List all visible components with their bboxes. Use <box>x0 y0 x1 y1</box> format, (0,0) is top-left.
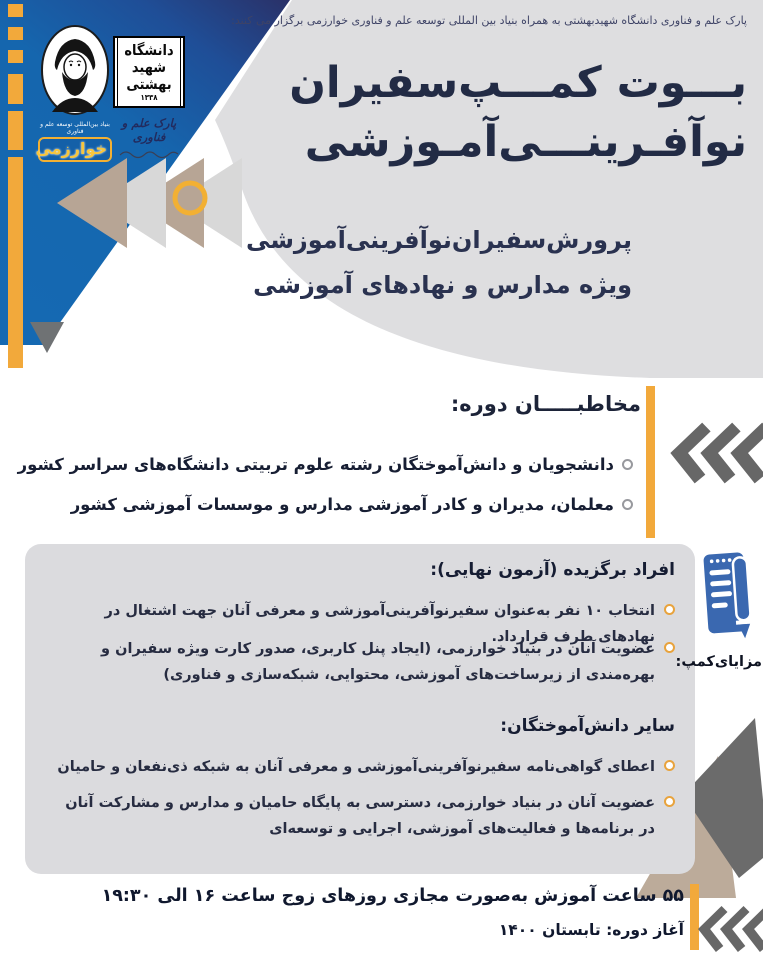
bullet-circle-icon <box>664 796 675 807</box>
footer-schedule-line: ۵۵ ساعت آموزش به‌صورت مجازی روزهای زوج ساعت ۱۶ الی ۱۹:۳۰ <box>101 886 684 906</box>
notes-and-pen-icon <box>702 544 762 656</box>
bullet-circle-icon <box>664 760 675 771</box>
benefit-item-text: اعطای گواهی‌نامه سفیرنوآفرینی‌آموزشی و معرفی آنان به شبکه ذی‌نفعان و حامیان <box>57 759 655 775</box>
top-tagline: پارک علم و فناوری دانشگاه شهیدبهشتی به همراه بنیاد بین المللی توسعه علم و فناوری خوارزمی برگزار می کنند: <box>231 14 747 27</box>
audience-item-text: دانشجویان و دانش‌آموختگان رشته علوم تربیتی دانشگاه‌های سراسر کشور <box>17 455 614 474</box>
bullet-circle-icon <box>622 459 633 470</box>
calligraphy-squiggle <box>118 147 180 159</box>
audience-heading: مخاطبـــــان دوره: <box>450 392 641 416</box>
kharazmi-portrait-icon <box>40 24 110 116</box>
audience-chevrons-left-icon <box>670 422 763 492</box>
others-heading: سایر دانش‌آموختگان: <box>500 716 675 736</box>
list-item <box>18 452 633 478</box>
footer-start-line: آغاز دوره: تابستان ۱۴۰۰ <box>498 921 684 939</box>
beheshti-emblem-year: ۱۳۳۸ <box>140 92 158 102</box>
benefit-item-text: عضویت آنان در بنیاد خوارزمی، دسترسی به پایگاه حامیان و مدارس و مشارکت آنان در برنامه‌ها و فعالیت‌های آموزشی، اجرایی و توسعه‌ای <box>65 795 655 837</box>
audience-item-text: معلمان، مدیران و کادر آموزشی مدارس و موسسات آموزشی کشور <box>70 495 614 514</box>
list-item <box>55 636 675 688</box>
list-item <box>18 492 633 518</box>
subtitle <box>246 218 632 308</box>
bullet-circle-icon <box>664 642 675 653</box>
list-item <box>55 754 675 780</box>
beheshti-emblem-text: دانشگاه <box>124 42 174 60</box>
main-title-line2: نوآفـرینـــی‌آمـوزشی <box>304 117 747 167</box>
benefits-label: مزایای‌کمپ: <box>675 654 762 670</box>
kharazmi-name: خوارزمی <box>38 137 112 162</box>
beheshti-emblem <box>113 36 185 108</box>
kharazmi-logo <box>35 24 112 162</box>
bullet-circle-icon <box>664 604 675 615</box>
footer-chevrons-left-icon <box>698 905 763 957</box>
beheshti-emblem-text: بهشتی <box>126 75 172 93</box>
beheshti-park-caption: پارک علم و فناوری <box>121 116 177 144</box>
selected-heading: افراد برگزیده (آزمون نهایی): <box>430 560 675 580</box>
benefit-item-text: عضویت آنان در بنیاد خوارزمی، (ایجاد پنل کاربری، صدور کارت ویژه سفیران و بهره‌مندی از زیرساخت‌های آموزشی، محتوایی، شبکه‌سازی و فناوری) <box>101 641 655 683</box>
list-item <box>55 790 675 842</box>
main-title-line1: بـــوت کمـــپ‌سفیران <box>289 58 747 108</box>
benefits-panel <box>25 544 695 874</box>
audience-yellow-bar <box>646 386 655 538</box>
main-title <box>289 54 747 172</box>
beheshti-logo <box>112 36 186 163</box>
subtitle-line1: پرورش‌سفیران‌نوآفرینی‌آموزشی <box>246 226 632 254</box>
yellow-dashed-line <box>8 4 23 368</box>
audience-list <box>18 452 633 532</box>
bullet-circle-icon <box>622 499 633 510</box>
kharazmi-org-text: بنیاد بین‌المللی توسعه علم و فناوری <box>40 121 110 135</box>
benefit-item-text: انتخاب ۱۰ نفر به‌عنوان سفیرنوآفرینی‌آموزشی و معرفی آنان جهت اشتغال در نهادهای طرف قرارداد. <box>104 603 655 645</box>
subtitle-line2: ویژه مدارس و نهادهای آموزشی <box>253 271 632 299</box>
beheshti-emblem-text: شهید <box>131 59 167 76</box>
